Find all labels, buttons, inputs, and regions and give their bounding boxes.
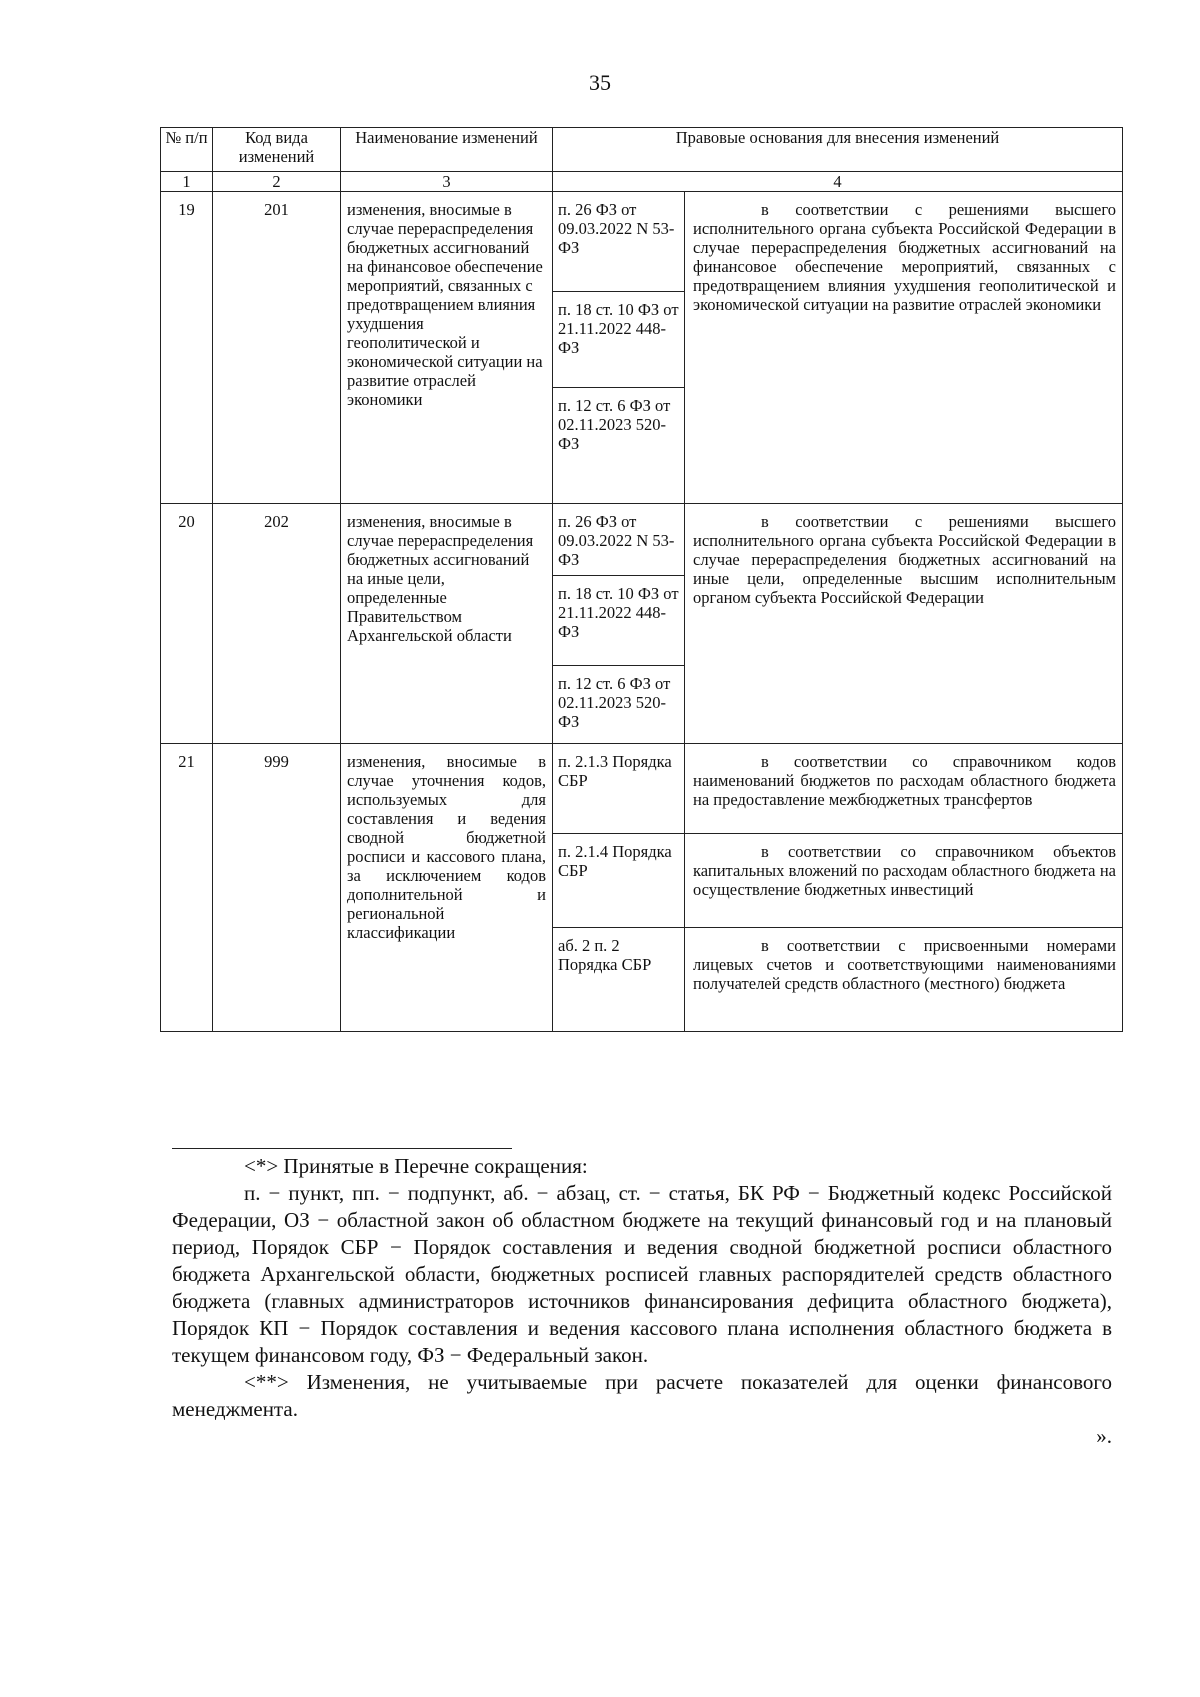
legal-ref: аб. 2 п. 2 Порядка СБР <box>553 928 685 1032</box>
footnote-closing-line <box>172 1423 1112 1450</box>
column-number-row <box>161 172 1123 192</box>
legal-ref: п. 26 ФЗ от 09.03.2022 N 53-ФЗ <box>553 504 685 576</box>
legal-description-text: в соответствии со справочником объектов капитальных вложений по расходам областного бюджета на осуществление бюджетных инвестиций <box>693 842 1116 899</box>
legal-ref: п. 2.1.4 Порядка СБР <box>553 834 685 928</box>
footnote-note: <**> Изменения, не учитываемые при расчете показателей для оценки финансового менеджмента. <box>172 1370 1112 1421</box>
legal-ref: п. 26 ФЗ от 09.03.2022 N 53-ФЗ <box>553 192 685 292</box>
legal-ref: п. 12 ст. 6 ФЗ от 02.11.2023 520-ФЗ <box>553 666 685 744</box>
row-number: 19 <box>161 192 213 504</box>
column-number: 2 <box>213 172 341 192</box>
legal-description-text: в соответствии со справочником кодов наименований бюджетов по расходам областного бюджета на предоставление межбюджетных трансфертов <box>693 752 1116 809</box>
row-name: изменения, вносимые в случае перераспределения бюджетных ассигнований на финансовое обеспечение мероприятий, связанных с предотвращением влияния ухудшения геополитической и экономической ситуации на развитие отраслей экономики <box>341 192 553 504</box>
footnote-title: <*> Принятые в Перечне сокращения: <box>244 1154 588 1178</box>
header-name: Наименование изменений <box>341 128 553 172</box>
column-number: 1 <box>161 172 213 192</box>
legal-description <box>685 744 1123 834</box>
legal-ref: п. 12 ст. 6 ФЗ от 02.11.2023 520-ФЗ <box>553 388 685 504</box>
table-header-row <box>161 128 1123 172</box>
table-row <box>161 192 1123 292</box>
row-number: 21 <box>161 744 213 1032</box>
row-name: изменения, вносимые в случае уточнения кодов, используемых для составления и ведения сводной бюджетной росписи и кассового плана, за исключением кодов дополнительной и региональной классификации <box>341 744 553 1032</box>
legal-description <box>685 928 1123 1032</box>
legal-description <box>685 834 1123 928</box>
legal-ref: п. 2.1.3 Порядка СБР <box>553 744 685 834</box>
legal-description <box>685 504 1123 744</box>
legal-description-text: в соответствии с присвоенными номерами лицевых счетов и соответствующими наименованиями получателей средств областного (местного) бюджета <box>693 936 1116 993</box>
row-name: изменения, вносимые в случае перераспределения бюджетных ассигнований на иные цели, определенные Правительством Архангельской области <box>341 504 553 744</box>
footnotes <box>172 1143 1112 1450</box>
legal-description <box>685 192 1123 504</box>
legal-ref: п. 18 ст. 10 ФЗ от 21.11.2022 448-ФЗ <box>553 292 685 388</box>
legal-ref: п. 18 ст. 10 ФЗ от 21.11.2022 448-ФЗ <box>553 576 685 666</box>
page-number: 35 <box>589 70 611 95</box>
table-row <box>161 744 1123 834</box>
header-code: Код вида изменений <box>213 128 341 172</box>
closing-quote: ». <box>1096 1424 1112 1448</box>
changes-table <box>160 127 1123 1032</box>
column-number: 3 <box>341 172 553 192</box>
header-num: № п/п <box>161 128 213 172</box>
row-number: 20 <box>161 504 213 744</box>
row-code: 999 <box>213 744 341 1032</box>
row-code: 202 <box>213 504 341 744</box>
footnote-abbreviations: п. − пункт, пп. − подпункт, аб. − абзац, ст. − статья, БК РФ − Бюджетный кодекс Российской Федерации, ОЗ − областной закон об областном бюджете на текущий финансовый год и на плановый период, Порядок СБР − Порядок составления и ведения сводной бюджетной росписи областного бюджета Архангельской области, бюджетных росписей главных распорядителей средств областного бюджета (главных администраторов источников финансирования дефицита областного бюджета), Порядок КП − Порядок составления и ведения кассового плана исполнения областного бюджета в текущем финансовом году, ФЗ − Федеральный закон. <box>172 1181 1112 1367</box>
table-row <box>161 504 1123 576</box>
column-number: 4 <box>553 172 1123 192</box>
header-legal: Правовые основания для внесения изменений <box>553 128 1123 172</box>
legal-description-text: в соответствии с решениями высшего исполнительного органа субъекта Российской Федерации в случае перераспределения бюджетных ассигнований на финансовое обеспечение мероприятий, связанных с предотвращением влияния ухудшения геополитической и экономической ситуации на развитие отраслей экономики <box>693 200 1116 314</box>
legal-description-text: в соответствии с решениями высшего исполнительного органа субъекта Российской Федерации в случае перераспределения бюджетных ассигнований на иные цели, определенные высшим исполнительным органом субъекта Российской Федерации <box>693 512 1116 607</box>
row-code: 201 <box>213 192 341 504</box>
